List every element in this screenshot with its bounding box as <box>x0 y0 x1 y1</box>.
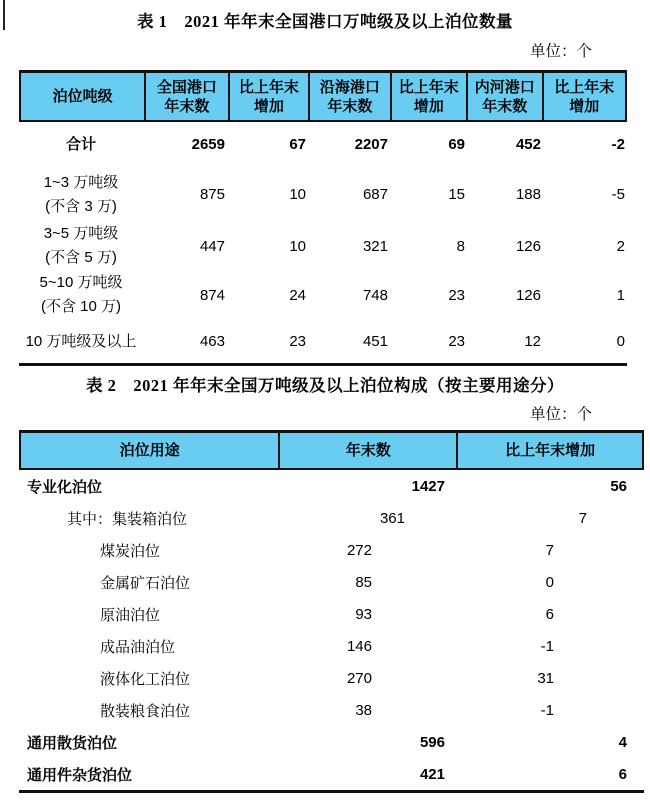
yearend-count-value: 596 <box>419 733 445 751</box>
table1-header-cell <box>466 73 542 120</box>
table2-row <box>19 726 644 758</box>
header-line: 比上年末 <box>554 78 615 96</box>
berth-count-value: 23 <box>448 333 465 350</box>
change-value: 31 <box>537 669 554 687</box>
table1-row <box>19 122 627 167</box>
table2-row <box>19 662 644 694</box>
header-line: 增加 <box>569 97 600 115</box>
table2-unit-label: 单位：个 <box>529 406 592 423</box>
berth-count-value: 2659 <box>191 136 225 153</box>
change-value: 6 <box>545 605 554 623</box>
berth-count-value: 463 <box>199 333 225 350</box>
berth-count-value: 451 <box>362 333 388 350</box>
table1-header-cell <box>542 73 625 120</box>
yearend-count-value: 93 <box>355 605 372 623</box>
header-line: 比上年末 <box>398 78 459 96</box>
header-line: 比上年末 <box>238 78 299 96</box>
table1-header-cell <box>228 73 308 120</box>
berth-count-value: 67 <box>289 136 306 153</box>
berth-usage-label: 金属矿石泊位 <box>100 574 191 592</box>
change-value: 0 <box>545 573 554 591</box>
table1-row <box>19 167 627 222</box>
table1-row <box>19 222 627 270</box>
berth-usage-label: 煤炭泊位 <box>100 542 161 560</box>
label-line: 1~3 万吨级 <box>43 173 119 191</box>
berth-usage-label: 通用散货泊位 <box>27 734 118 752</box>
berth-count-value: 188 <box>515 186 541 203</box>
tonnage-class-label <box>19 133 143 157</box>
berth-count-value: 15 <box>448 186 465 203</box>
berth-usage-label: 其中：集装箱泊位 <box>67 510 188 528</box>
yearend-count-value: 421 <box>419 765 445 783</box>
berth-count-value: 8 <box>456 237 465 255</box>
tonnage-class-label <box>19 171 143 219</box>
berth-count-value: 10 <box>289 186 306 203</box>
table2-row <box>19 566 644 598</box>
yearend-count-value: 270 <box>346 669 372 687</box>
label-line: 5~10 万吨级 <box>39 274 123 291</box>
header-line: 全国港口 <box>156 78 217 96</box>
table2-row <box>19 694 644 726</box>
change-value: 7 <box>545 541 554 559</box>
table1-body <box>19 122 627 366</box>
berth-usage-label: 通用件杂货泊位 <box>27 766 133 784</box>
berth-count-value: 24 <box>289 286 306 304</box>
table1-header-row <box>19 70 627 122</box>
label-line: 10 万吨级及以上 <box>25 332 137 350</box>
yearend-count-value: 146 <box>346 637 372 655</box>
berth-count-value: -5 <box>611 186 625 203</box>
table2-row <box>19 470 644 502</box>
berth-count-value: 321 <box>362 237 388 255</box>
berth-count-value: 0 <box>616 333 625 350</box>
table1-row <box>19 320 627 363</box>
change-value: 7 <box>578 509 587 527</box>
table2-header-change: 比上年末增加 <box>456 433 642 468</box>
berth-usage-label: 专业化泊位 <box>27 478 103 496</box>
tonnage-class-label <box>19 222 143 270</box>
change-value: 4 <box>618 733 627 751</box>
header-line: 年末数 <box>482 97 528 115</box>
yearend-count-value: 272 <box>346 541 372 559</box>
table1-header-cell <box>308 73 389 120</box>
berth-usage-label: 成品油泊位 <box>100 638 176 656</box>
yearend-count-value: 361 <box>379 509 405 527</box>
berth-count-value: 2 <box>616 237 625 255</box>
berth-count-value: 2207 <box>354 136 388 153</box>
table1-header-cell <box>21 73 144 120</box>
table2-row <box>19 502 644 534</box>
yearend-count-value: 38 <box>355 701 372 719</box>
berth-usage-label: 原油泊位 <box>100 606 161 624</box>
table2-header-usage: 泊位用途 <box>119 442 180 459</box>
berth-count-value: 452 <box>515 136 541 153</box>
table2-row <box>19 598 644 630</box>
berth-count-value: 126 <box>515 237 541 255</box>
berth-count-value: 1 <box>616 286 625 304</box>
table2-row <box>19 758 644 790</box>
berth-count-value: 748 <box>362 286 388 304</box>
table1-title: 表 1 2021 年年末全国港口万吨级及以上泊位数量 <box>137 12 513 31</box>
tonnage-class-label <box>19 330 143 354</box>
berth-usage-label: 液体化工泊位 <box>100 670 191 688</box>
berth-count-value: 12 <box>524 333 541 350</box>
berth-count-value: 23 <box>289 333 306 350</box>
berth-count-value: 874 <box>199 286 225 304</box>
change-value: -1 <box>540 701 554 719</box>
berth-count-value: -2 <box>611 136 625 153</box>
change-value: 6 <box>618 765 627 783</box>
table1-row <box>19 270 627 320</box>
berth-count-value: 10 <box>289 237 306 255</box>
change-value: -1 <box>540 637 554 655</box>
table1-unit-label: 单位：个 <box>529 43 592 60</box>
berth-count-value: 69 <box>448 136 465 153</box>
header-line: 增加 <box>253 97 284 115</box>
berth-count-value: 126 <box>515 286 541 304</box>
label-line: 合计 <box>65 135 96 153</box>
label-line: 3~5 万吨级 <box>43 225 119 242</box>
berth-usage-label: 散装粮食泊位 <box>100 702 191 720</box>
table2-row <box>19 534 644 566</box>
header-line: 年末数 <box>327 97 373 115</box>
header-line: 泊位吨级 <box>52 88 113 105</box>
table2-header-yearend: 年末数 <box>278 433 456 468</box>
change-value: 56 <box>610 477 627 495</box>
table1-header-cell <box>390 73 467 120</box>
berth-count-value: 687 <box>362 186 388 203</box>
table1 <box>19 70 627 366</box>
table2-body <box>19 470 644 793</box>
tonnage-class-label <box>19 271 143 319</box>
table2-header-row <box>19 430 644 470</box>
header-line: 沿海港口 <box>319 78 380 96</box>
header-line: 年末数 <box>164 97 210 115</box>
table1-header-cell <box>144 73 227 120</box>
yearend-count-value: 1427 <box>411 477 445 495</box>
table2-row <box>19 630 644 662</box>
table2 <box>19 430 644 793</box>
header-line: 增加 <box>413 97 444 115</box>
berth-count-value: 447 <box>199 237 225 255</box>
yearend-count-value: 85 <box>355 573 372 591</box>
table2-title: 表 2 2021 年年末全国万吨级及以上泊位构成（按主要用途分） <box>86 376 564 395</box>
berth-count-value: 23 <box>448 286 465 304</box>
berth-count-value: 875 <box>199 186 225 203</box>
label-line: (不含 10 万) <box>40 298 121 315</box>
header-line: 内河港口 <box>474 78 535 96</box>
label-line: (不含 3 万) <box>45 197 117 215</box>
label-line: (不含 5 万) <box>45 249 117 266</box>
